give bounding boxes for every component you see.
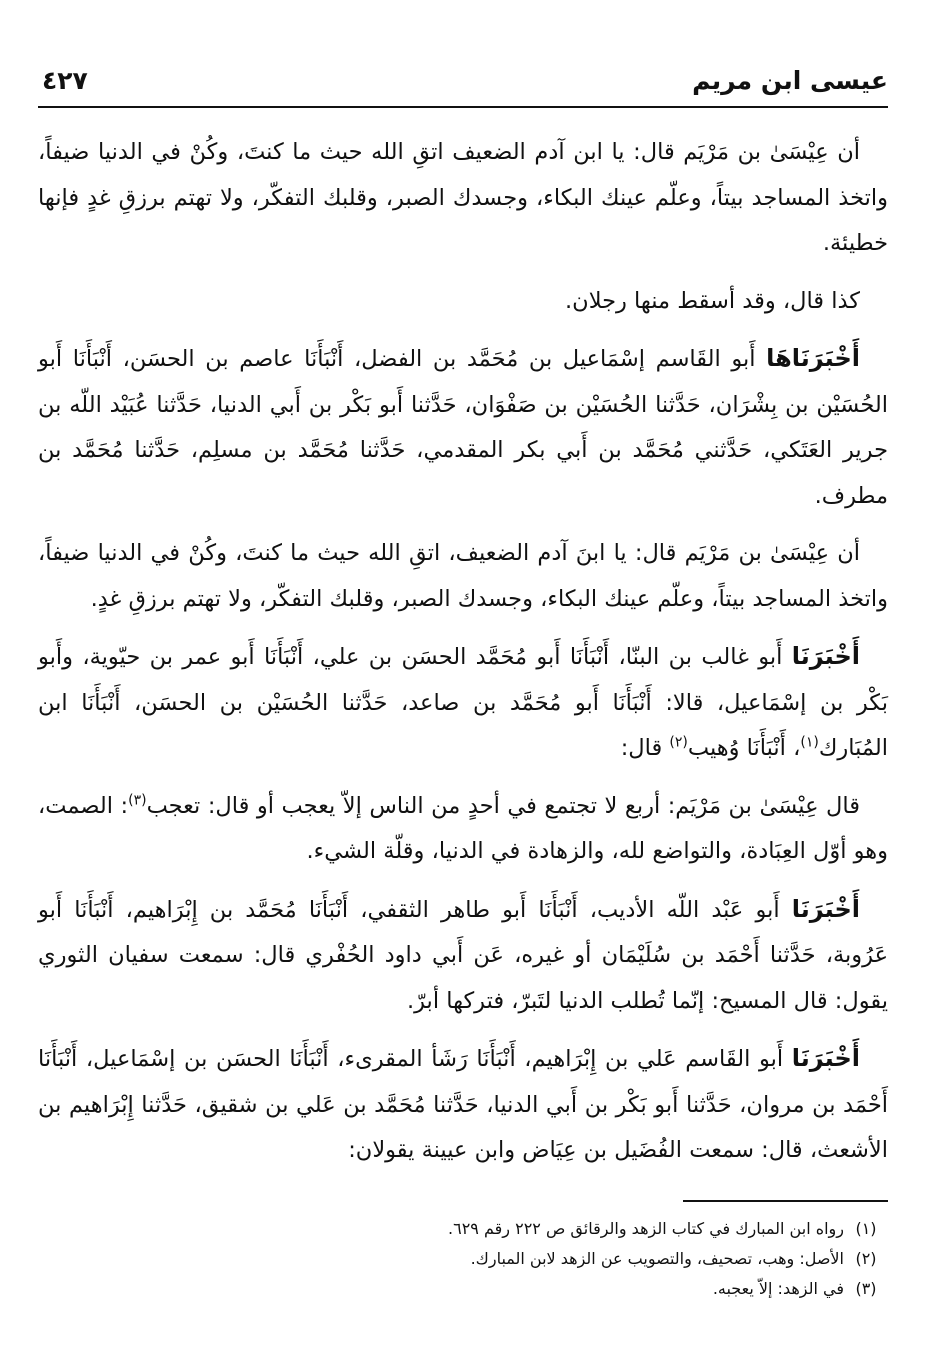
footnote-item [38, 1214, 888, 1244]
footnotes [38, 1214, 888, 1304]
footnote-text: الأصل: وهب، تصحيف، والتصويب عن الزهد لابن المبارك. [470, 1248, 844, 1268]
paragraph-5 [38, 634, 888, 772]
paragraph-text: أَبو عَبْد اللّه الأديب، أَنْبَأَنَا أَبو طاهر الثقفي، أَنْبَأَنَا مُحَمَّد بن إِبْرَاهيم، أَنْبَأَنَا أَبو عَرُوبة، حَدَّثنا أَحْمَد بن سُلَيْمَان أو غيره، عَن أَبي داود الحُفْري قال: سمعت سفيان الثوري يقول: قال المسيح: إنّما تُطلب الدنيا لتَبرّ، فتركها أبرّ. [38, 896, 888, 1014]
isnad-lead: أَخْبَرَنَا [791, 642, 860, 670]
footnote-text: رواه ابن المبارك في كتاب الزهد والرقائق ص ٢٢٢ رقم ٦٢٩. [448, 1218, 844, 1238]
paragraph-text: أَبو القَاسم عَلي بن إِبْرَاهيم، أَنْبَأَنَا رَشَأ المقرىء، أَنْبَأَنَا الحسَن بن إسْمَاعيل، أَنْبَأَنَا أَحْمَد بن مروان، حَدَّثنا أَبو بَكْر بن أَبي الدنيا، حَدَّثنا مُحَمَّد بن عَلي بن شقيق، حَدَّثنا إِبْرَاهيم بن الأشعث، قال: سمعت الفُضَيل بن عِيَاض وابن عيينة يقولان: [38, 1046, 888, 1163]
running-title: عيسى ابن مريم [692, 66, 888, 95]
page-number: ٤٢٧ [42, 66, 88, 95]
paragraph-7 [38, 887, 888, 1025]
footnote-divider [683, 1200, 888, 1202]
book-page [38, 62, 888, 1322]
paragraph-2 [38, 279, 888, 325]
paragraph-text: كذا قال، وقد أسقط منها رجلان. [565, 287, 860, 314]
paragraph-text: أَبو غالب بن البنّا، أَنْبَأَنَا أَبو مُحَمَّد الحسَن بن علي، أَنْبَأَنَا أَبو عمر بن حيّوية، وأَبو بَكْر بن إسْمَاعيل، قالا: أَنْبَأَنَا أَبو مُحَمَّد بن صاعد، حَدَّثنا الحُسَيْن بن الحسَن، أَنْبَأَنَا ابن المُبَارك [38, 644, 888, 761]
footnote-number: (٢) [855, 1248, 877, 1268]
paragraph-4 [38, 531, 888, 622]
paragraph-text: قال عِيْسَىٰ بن مَرْيَم: أربع لا تجتمع في أحدٍ من الناس إلاّ يعجب أو قال: تعجب [146, 792, 860, 819]
paragraph-text: أن عِيْسَىٰ بن مَرْيَم قال: يا ابن آدم الضعيف اتقِ الله حيث ما كنتَ، وكُنْ في الدنيا ضيفاً، واتخذ المساجد بيتاً، وعلّم عينك البكاء، وجسدك الصبر، وقلبك التفكّر، ولا تهتم برزقِ غدٍ فإنها خطيئة. [38, 139, 888, 256]
isnad-lead: أَخْبَرَنَاهَا [766, 344, 860, 372]
paragraph-6 [38, 784, 888, 875]
paragraph-3 [38, 336, 888, 519]
paragraph-text: قال: [620, 735, 670, 761]
isnad-lead: أَخْبَرَنَا [791, 894, 860, 923]
footnote-number: (١) [855, 1218, 877, 1238]
footnote-number: (٣) [855, 1278, 877, 1298]
paragraph-text: : الصمت، وهو أوّل العِبَادة، والتواضع لله، والزهادة في الدنيا، وقلّة الشيء. [38, 792, 888, 864]
paragraph-text: أَبو القَاسم إسْمَاعيل بن مُحَمَّد بن الفضل، أَنْبَأَنَا عاصم بن الحسَن، أَنْبَأَنَا أَبو الحُسَيْن بن بِشْرَان، حَدَّثنا الحُسَيْن بن صَفْوَان، حَدَّثنا أَبو بَكْر بن أَبي الدنيا، حَدَّثنا عُبَيْد اللّه بن جرير العَتَكي، حَدَّثني مُحَمَّد بن أَبي بكر المقدمي، حَدَّثنا مُحَمَّد بن مسلِم، حَدَّثنا مُحَمَّد بن مطرف. [38, 346, 888, 509]
paragraph-8 [38, 1036, 888, 1174]
isnad-lead: أَخْبَرَنَا [791, 1044, 860, 1072]
footnote-ref[interactable]: (٢) [669, 734, 688, 751]
paragraph-1 [38, 130, 888, 267]
footnote-item [38, 1244, 888, 1274]
footnote-item [38, 1274, 888, 1304]
main-text [38, 130, 888, 1174]
page-header [38, 62, 888, 108]
footnote-ref[interactable]: (١) [800, 734, 819, 751]
paragraph-text: أن عِيْسَىٰ بن مَرْيَم قال: يا ابنَ آدم الضعيف، اتقِ الله حيث ما كنتَ، وكُنْ في الدنيا ضيفاً، واتخذ المساجد بيتاً، وعلّم عينك البكاء، وجسدك الصبر، وقلبك التفكّر، ولا تهتم برزقِ غدٍ. [38, 540, 888, 612]
paragraph-text: ، أَنْبَأَنَا وُهيب [687, 735, 801, 761]
footnote-ref[interactable]: (٣) [128, 792, 147, 808]
footnote-text: في الزهد: إلاّ يعجبه. [712, 1278, 844, 1298]
